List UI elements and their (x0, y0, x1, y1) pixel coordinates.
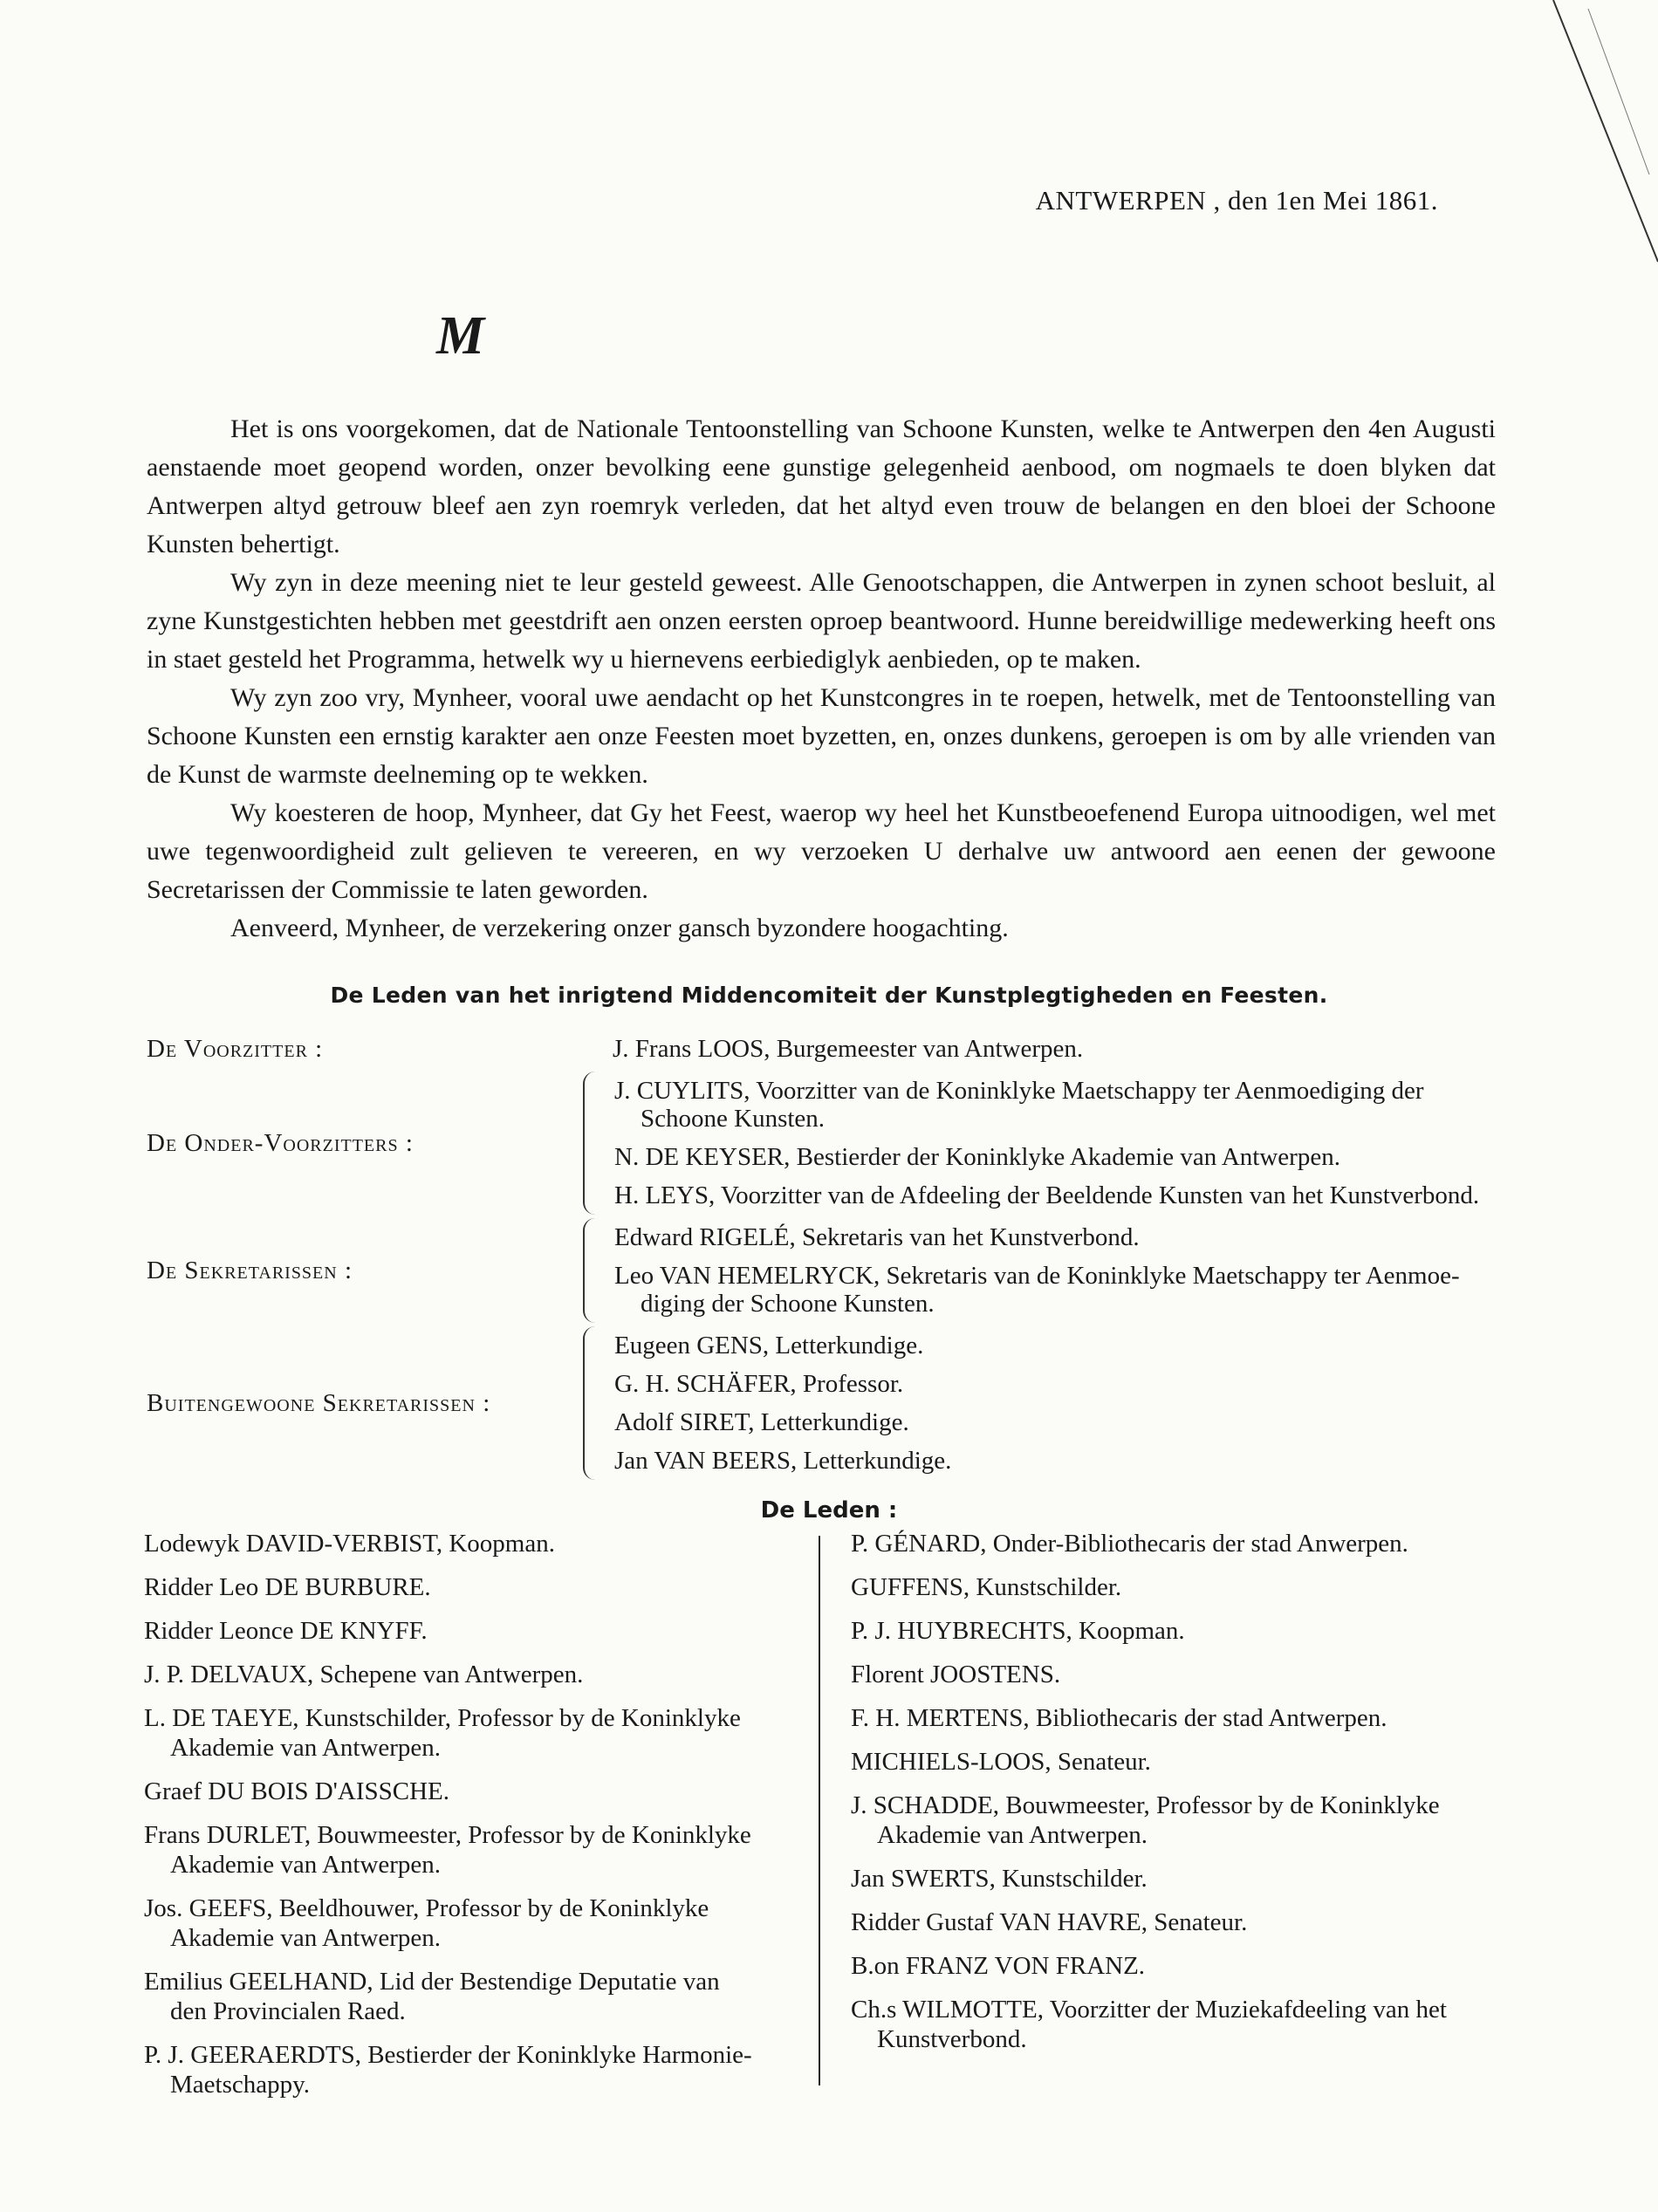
member-entry (851, 1747, 1497, 1777)
role-label: De Voorzitter : (147, 1034, 324, 1063)
role-group-voorzitter (147, 1030, 1496, 1068)
member: Edward RIGELÉ, Sekretaris van het Kunstverbond. (614, 1223, 1140, 1251)
member-entry (144, 1777, 803, 1806)
letter-body (147, 410, 1496, 948)
member-line: F. H. MERTENS, Bibliothecaris der stad Antwerpen. (851, 1704, 1387, 1732)
brace (583, 1030, 602, 1068)
member-line: Florent JOOSTENS. (851, 1661, 1061, 1688)
member-line: GUFFENS, Kunstschilder. (851, 1573, 1122, 1601)
member-line: J. CUYLITS, Voorzitter van de Koninklyke Maetschappy ter Aenmoediging der (614, 1077, 1424, 1105)
role-label: De Sekretarissen : (147, 1256, 353, 1284)
brace (583, 1072, 604, 1215)
member-entry (851, 1951, 1497, 1981)
brace (583, 1326, 604, 1480)
paragraph: Wy zyn in deze meening niet te leur gesteld geweest. Alle Genootschappen, die Antwerpen in zynen schoot besluit, al zyne Kunstgestichten hebben met geestdrift aen onzen eersten oproep beantwoord. Hunne bereidwillige medewerking heeft ons in staet gesteld het Programma, hetwelk wy u hiernevens eerbiediglyk aenbieden, op te maken. (147, 568, 1496, 674)
role-group-onder-voorzitters (147, 1072, 1496, 1215)
member-line: P. GÉNARD, Onder-Bibliothecaris der stad Anwerpen. (851, 1530, 1408, 1558)
members-column-left (144, 1529, 803, 2113)
member-line-cont: Maetschappy. (170, 2071, 310, 2099)
role-members (613, 1030, 1496, 1068)
member: G. H. SCHÄFER, Professor. (614, 1370, 904, 1398)
member-entry (144, 1703, 803, 1763)
member-entry (144, 1820, 803, 1880)
member-entry (851, 1616, 1497, 1646)
member: Adolf SIRET, Letterkundige. (614, 1408, 909, 1436)
brace (583, 1218, 604, 1323)
role-label: De Onder-Voorzitters : (147, 1128, 414, 1157)
member-line: P. J. HUYBRECHTS, Koopman. (851, 1617, 1185, 1645)
role-group-sekretarissen (147, 1218, 1496, 1323)
role-group-buitengewoone-sekretarissen (147, 1326, 1496, 1480)
member-line-cont: Akademie van Antwerpen. (170, 1924, 442, 1952)
member-line: J. SCHADDE, Bouwmeester, Professor by de Koninklyke (851, 1791, 1440, 1819)
members-column-right (851, 1529, 1497, 2068)
member-line: J. P. DELVAUX, Schepene van Antwerpen. (144, 1661, 584, 1688)
member: Jan VAN BEERS, Letterkundige. (614, 1447, 952, 1475)
member (614, 1257, 1496, 1323)
member-line: Graef DU BOIS D'AISSCHE. (144, 1777, 449, 1805)
member-line: Ch.s WILMOTTE, Voorzitter der Muziekafdeeling van het (851, 1996, 1447, 2024)
member-entry (851, 1703, 1497, 1733)
member-entry (144, 1572, 803, 1602)
member-line: Leo VAN HEMELRYCK, Sekretaris van de Koninklyke Maetschappy ter Aenmoe- (614, 1262, 1460, 1290)
member-entry (144, 1616, 803, 1646)
member-entry (851, 1995, 1497, 2054)
paragraph-closing: Aenveerd, Mynheer, de verzekering onzer gansch byzondere hoogachting. (230, 914, 1009, 942)
member-line: Lodewyk DAVID-VERBIST, Koopman. (144, 1530, 555, 1558)
member-entry (144, 2040, 803, 2099)
member-line: Ridder Leonce DE KNYFF. (144, 1617, 428, 1645)
member-entry (851, 1907, 1497, 1937)
member-line: Ridder Gustaf VAN HAVRE, Senateur. (851, 1908, 1248, 1936)
member-line: Frans DURLET, Bouwmeester, Professor by de Koninklyke (144, 1821, 751, 1849)
paragraph: Het is ons voorgekomen, dat de Nationale Tentoonstelling van Schoone Kunsten, welke te Antwerpen den 4en Augusti aenstaende moet geopend worden, onzer bevolking eene gunstige gelegenheid aenbood, om nogmaels te doen blyken dat Antwerpen altyd getrouw bleef aen zyn roemryk verleden, dat het altyd even trouw de belangen en den bloei der Schoone Kunsten behertigt. (147, 414, 1496, 558)
member-entry (851, 1572, 1497, 1602)
member-entry (144, 1967, 803, 2026)
salutation: M (436, 306, 485, 366)
member-line: B.on FRANZ VON FRANZ. (851, 1952, 1146, 1980)
page-edge-mark (1536, 0, 1658, 279)
paragraph: Wy zyn zoo vry, Mynheer, vooral uwe aendacht op het Kunstcongres in te roepen, hetwelk, met de Tentoonstelling van Schoone Kunsten een ernstig karakter aen onze Feesten moet byzetten, en, onzes dunkens, geroepen is om by alle vrienden van de Kunst de warmste deelneming op te wekken. (147, 683, 1496, 789)
role-members (614, 1218, 1496, 1323)
member-line-cont: Schoone Kunsten. (641, 1105, 826, 1133)
committee-title: De Leden van het inrigtend Middencomiteit der Kunstplegtigheden en Feesten. (330, 983, 1328, 1008)
role-members (614, 1326, 1496, 1480)
member-line: Emilius GEELHAND, Lid der Bestendige Deputatie van (144, 1968, 720, 1996)
member-entry (851, 1864, 1497, 1894)
dateline: ANTWERPEN , den 1en Mei 1861. (1035, 185, 1438, 216)
column-divider (819, 1536, 820, 2085)
member-line: MICHIELS-LOOS, Senateur. (851, 1748, 1151, 1776)
member-entry (144, 1894, 803, 1953)
committee-roles (147, 1030, 1496, 1483)
member-line-cont: den Provincialen Raed. (170, 1997, 406, 2025)
member-entry (851, 1791, 1497, 1850)
member-line: Jos. GEEFS, Beeldhouwer, Professor by de Koninklyke (144, 1894, 709, 1922)
member-line-cont: Kunstverbond. (877, 2025, 1027, 2053)
member-entry (144, 1529, 803, 1558)
member: J. Frans LOOS, Burgemeester van Antwerpen. (613, 1035, 1084, 1063)
role-members (614, 1072, 1496, 1215)
member: H. LEYS, Voorzitter van de Afdeeling der Beeldende Kunsten van het Kunstverbond. (614, 1181, 1480, 1209)
paragraph: Wy koesteren de hoop, Mynheer, dat Gy het Feest, waerop wy heel het Kunstbeoefenend Europa uitnoodigen, wel met uwe tegenwoordigheid zult gelieven te vereeren, en wy verzoeken U derhalve uw antwoord aen eenen der gewoone Secretarissen der Commissie te laten geworden. (147, 798, 1496, 904)
member-entry (851, 1529, 1497, 1558)
member-line: Jan SWERTS, Kunstschilder. (851, 1865, 1148, 1893)
member-line-cont: Akademie van Antwerpen. (170, 1851, 442, 1879)
member-line: Ridder Leo DE BURBURE. (144, 1573, 431, 1601)
member-line: L. DE TAEYE, Kunstschilder, Professor by de Koninklyke (144, 1704, 741, 1732)
members-heading: De Leden : (760, 1497, 898, 1524)
member-entry (144, 1660, 803, 1689)
member: Eugeen GENS, Letterkundige. (614, 1332, 924, 1359)
member-line-cont: Akademie van Antwerpen. (170, 1734, 442, 1762)
member-line-cont: Akademie van Antwerpen. (877, 1821, 1148, 1849)
member-line: P. J. GEERAERDTS, Bestierder der Koninklyke Harmonie- (144, 2041, 752, 2069)
role-label: Buitengewoone Sekretarissen : (147, 1388, 491, 1417)
member: N. DE KEYSER, Bestierder der Koninklyke Akademie van Antwerpen. (614, 1143, 1340, 1171)
member (614, 1072, 1496, 1138)
member-entry (851, 1660, 1497, 1689)
member-line-cont: diging der Schoone Kunsten. (641, 1290, 935, 1318)
